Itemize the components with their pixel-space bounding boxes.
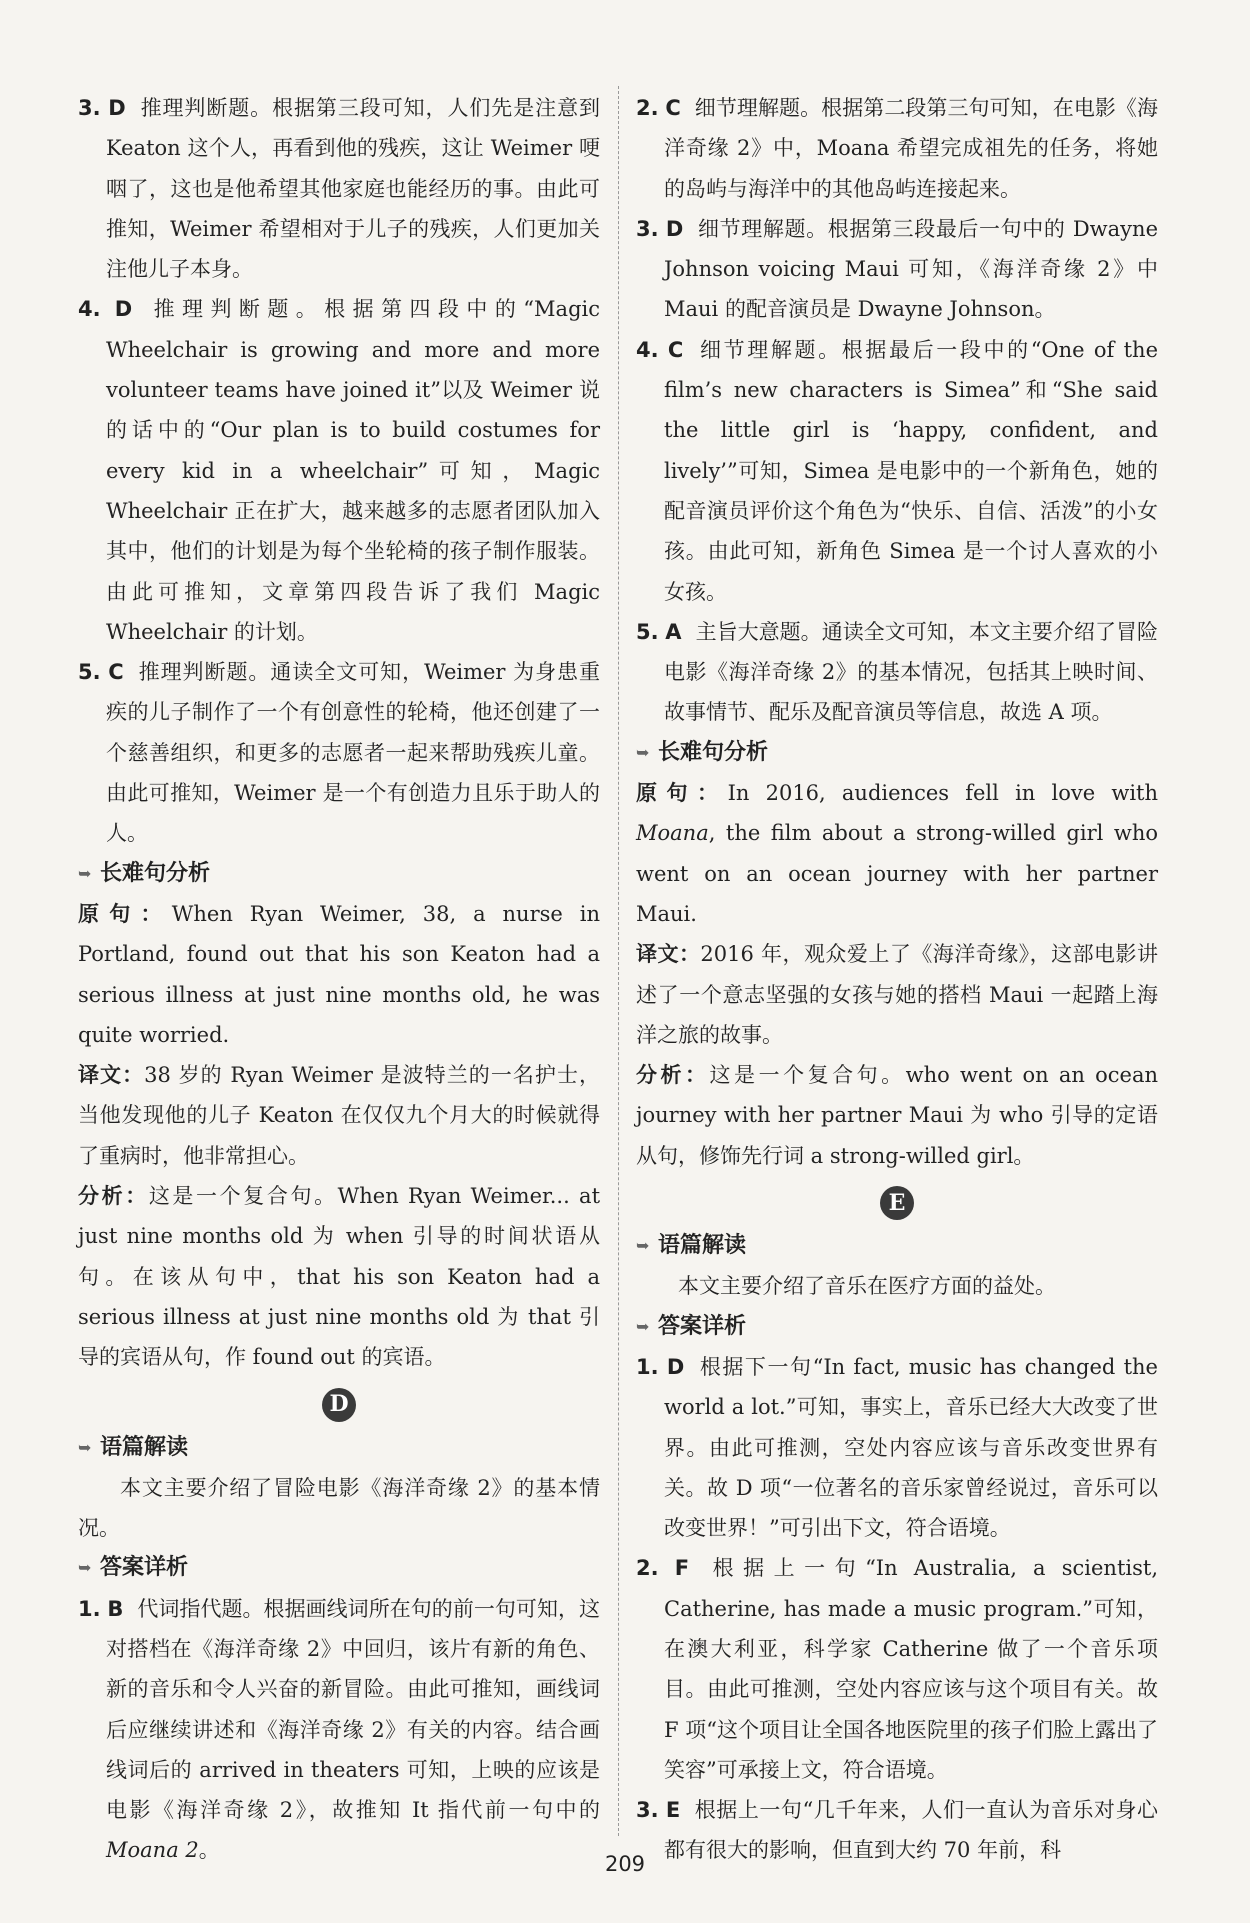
arrow-marker-icon: ➥: [78, 1558, 92, 1578]
answer-d2: 2. C 细节理解题。根据第二段第三句可知，在电影《海洋奇缘 2》中，Moana 希望完成祖先的任务，将她的岛屿与海洋中的其他岛屿连接起来。: [636, 96, 1158, 201]
long-sentence-heading: ➥ 长难句分析: [78, 854, 600, 894]
right-column: [636, 88, 1158, 1871]
section-letter-e: E: [636, 1182, 1158, 1224]
answer-d4: 4. C 细节理解题。根据最后一段中的“One of the film’s new characters is Simea”和“She said the little girl is ‘happy, confident, and lively’”可知，Simea 是电影中的一个新角色，她的配音演员评价这个角色为“快乐、自信、活泼”的小女孩。由此可知，新角色 Simea 是一个讨人喜欢的小女孩。: [636, 337, 1158, 604]
arrow-marker-icon: ➥: [78, 1437, 92, 1457]
answers-heading-d: ➥ 答案详析: [78, 1548, 600, 1588]
analysis: 分析：这是一个复合句。who went on an ocean journey with her partner Maui 为 who 引导的定语从句，修饰先行词 a strong-willed girl。: [636, 1063, 1158, 1168]
answer-d5: 5. A 主旨大意题。通读全文可知，本文主要介绍了冒险电影《海洋奇缘 2》的基本情况，包括其上映时间、故事情节、配乐及配音演员等信息，故选 A 项。: [636, 619, 1158, 725]
long-sentence-heading: ➥ 长难句分析: [636, 733, 1158, 773]
answer-e3: 3. E 根据上一句“几千年来，人们一直认为音乐对身心都有很大的影响，但直到大约 70 年前，科: [636, 1798, 1158, 1863]
arrow-marker-icon: ➥: [636, 1236, 650, 1256]
reading-heading-d: ➥ 语篇解读: [78, 1428, 600, 1468]
answer-c3: 3. D 推理判断题。根据第三段可知，人们先是注意到 Keaton 这个人，再看到他的残疾，这让 Weimer 哽咽了，这也是他希望其他家庭也能经历的事。由此可推知，Weimer 希望相对于儿子的残疾，人们更加关注他儿子本身。: [78, 96, 600, 282]
answer-c5: 5. C 推理判断题。通读全文可知，Weimer 为身患重疾的儿子制作了一个有创意性的轮椅，他还创建了一个慈善组织，和更多的志愿者一起来帮助残疾儿童。由此可推知，Weimer 是一个有创造力且乐于助人的人。: [78, 660, 600, 846]
arrow-marker-icon: ➥: [636, 1316, 650, 1336]
answers-heading-e: ➥ 答案详析: [636, 1307, 1158, 1347]
arrow-marker-icon: ➥: [636, 742, 650, 762]
translation: 译文：2016 年，观众爱上了《海洋奇缘》，这部电影讲述了一个意志坚强的女孩与她的搭档 Maui 一起踏上海洋之旅的故事。: [636, 942, 1158, 1047]
answer-c4: 4. D 推理判断题。根据第四段中的“Magic Wheelchair is growing and more and more volunteer teams have joined it”以及 Weimer 说的话中的“Our plan is to build costumes for every kid in a wheelchair”可知，Magic Wheelchair 正在扩大，越来越多的志愿者团队加入其中，他们的计划是为每个坐轮椅的孩子制作服装。由此可推知，文章第四段告诉了我们 Magic Wheelchair 的计划。: [78, 297, 600, 644]
original-sentence: 原句：When Ryan Weimer, 38, a nurse in Portland, found out that his son Keaton had a serious illness at just nine months old, he was quite worried.: [78, 901, 601, 1047]
answer-e2: 2. F 根据上一句“In Australia, a scientist, Catherine, has made a music program.”可知，在澳大利亚，科学家 Catherine 做了一个音乐项目。由此可推测，空处内容应该与这个项目有关。故 F 项“这个项目让全国各地医院里的孩子们脸上露出了笑容”可承接上文，符合语境。: [636, 1556, 1158, 1782]
translation: 译文：38 岁的 Ryan Weimer 是波特兰的一名护士，当他发现他的儿子 Keaton 在仅仅九个月大的时候就得了重病时，他非常担心。: [78, 1063, 600, 1168]
original-sentence: 原句：In 2016, audiences fell in love with Moana, the film about a strong-willed girl who went on an ocean journey with her partner Maui.: [636, 781, 1159, 926]
section-letter-d: D: [78, 1384, 600, 1426]
analysis: 分析：这是一个复合句。When Ryan Weimer... at just nine months old 为 when 引导的时间状语从句。在该从句中，that his son Keaton had a serious illness at just nine months old 为 that 引导的宾语从句，作 found out 的宾语。: [78, 1184, 601, 1370]
left-column: [78, 88, 600, 1871]
reading-summary-d: 本文主要介绍了冒险电影《海洋奇缘 2》的基本情况。: [78, 1475, 600, 1541]
page-number: 209: [604, 1852, 646, 1876]
reading-summary-e: 本文主要介绍了音乐在医疗方面的益处。: [678, 1274, 1056, 1299]
answer-d1: 1. B 代词指代题。根据画线词所在句的前一句可知，这对搭档在《海洋奇缘 2》中回归，该片有新的角色、新的音乐和令人兴奋的新冒险。由此可推知，画线词后应继续讲述和《海洋奇缘 2》有关的内容。结合画线词后的 arrived in theaters 可知，上映的应该是电影《海洋奇缘 2》，故推知 It 指代前一句中的 Moana 2。: [78, 1596, 600, 1863]
answer-d3: 3. D 细节理解题。根据第三段最后一句中的 Dwayne Johnson voicing Maui 可知，《海洋奇缘 2》中 Maui 的配音演员是 Dwayne Johnson。: [636, 216, 1158, 322]
answer-e1: 1. D 根据下一句“In fact, music has changed the world a lot.”可知，事实上，音乐已经大大改变了世界。由此可推测，空处内容应该与音乐改变世界有关。故 D 项“一位著名的音乐家曾经说过，音乐可以改变世界！”可引出下文，符合语境。: [636, 1354, 1158, 1541]
column-divider: [618, 86, 619, 1836]
reading-heading-e: ➥ 语篇解读: [636, 1226, 1158, 1266]
arrow-marker-icon: ➥: [78, 863, 92, 883]
